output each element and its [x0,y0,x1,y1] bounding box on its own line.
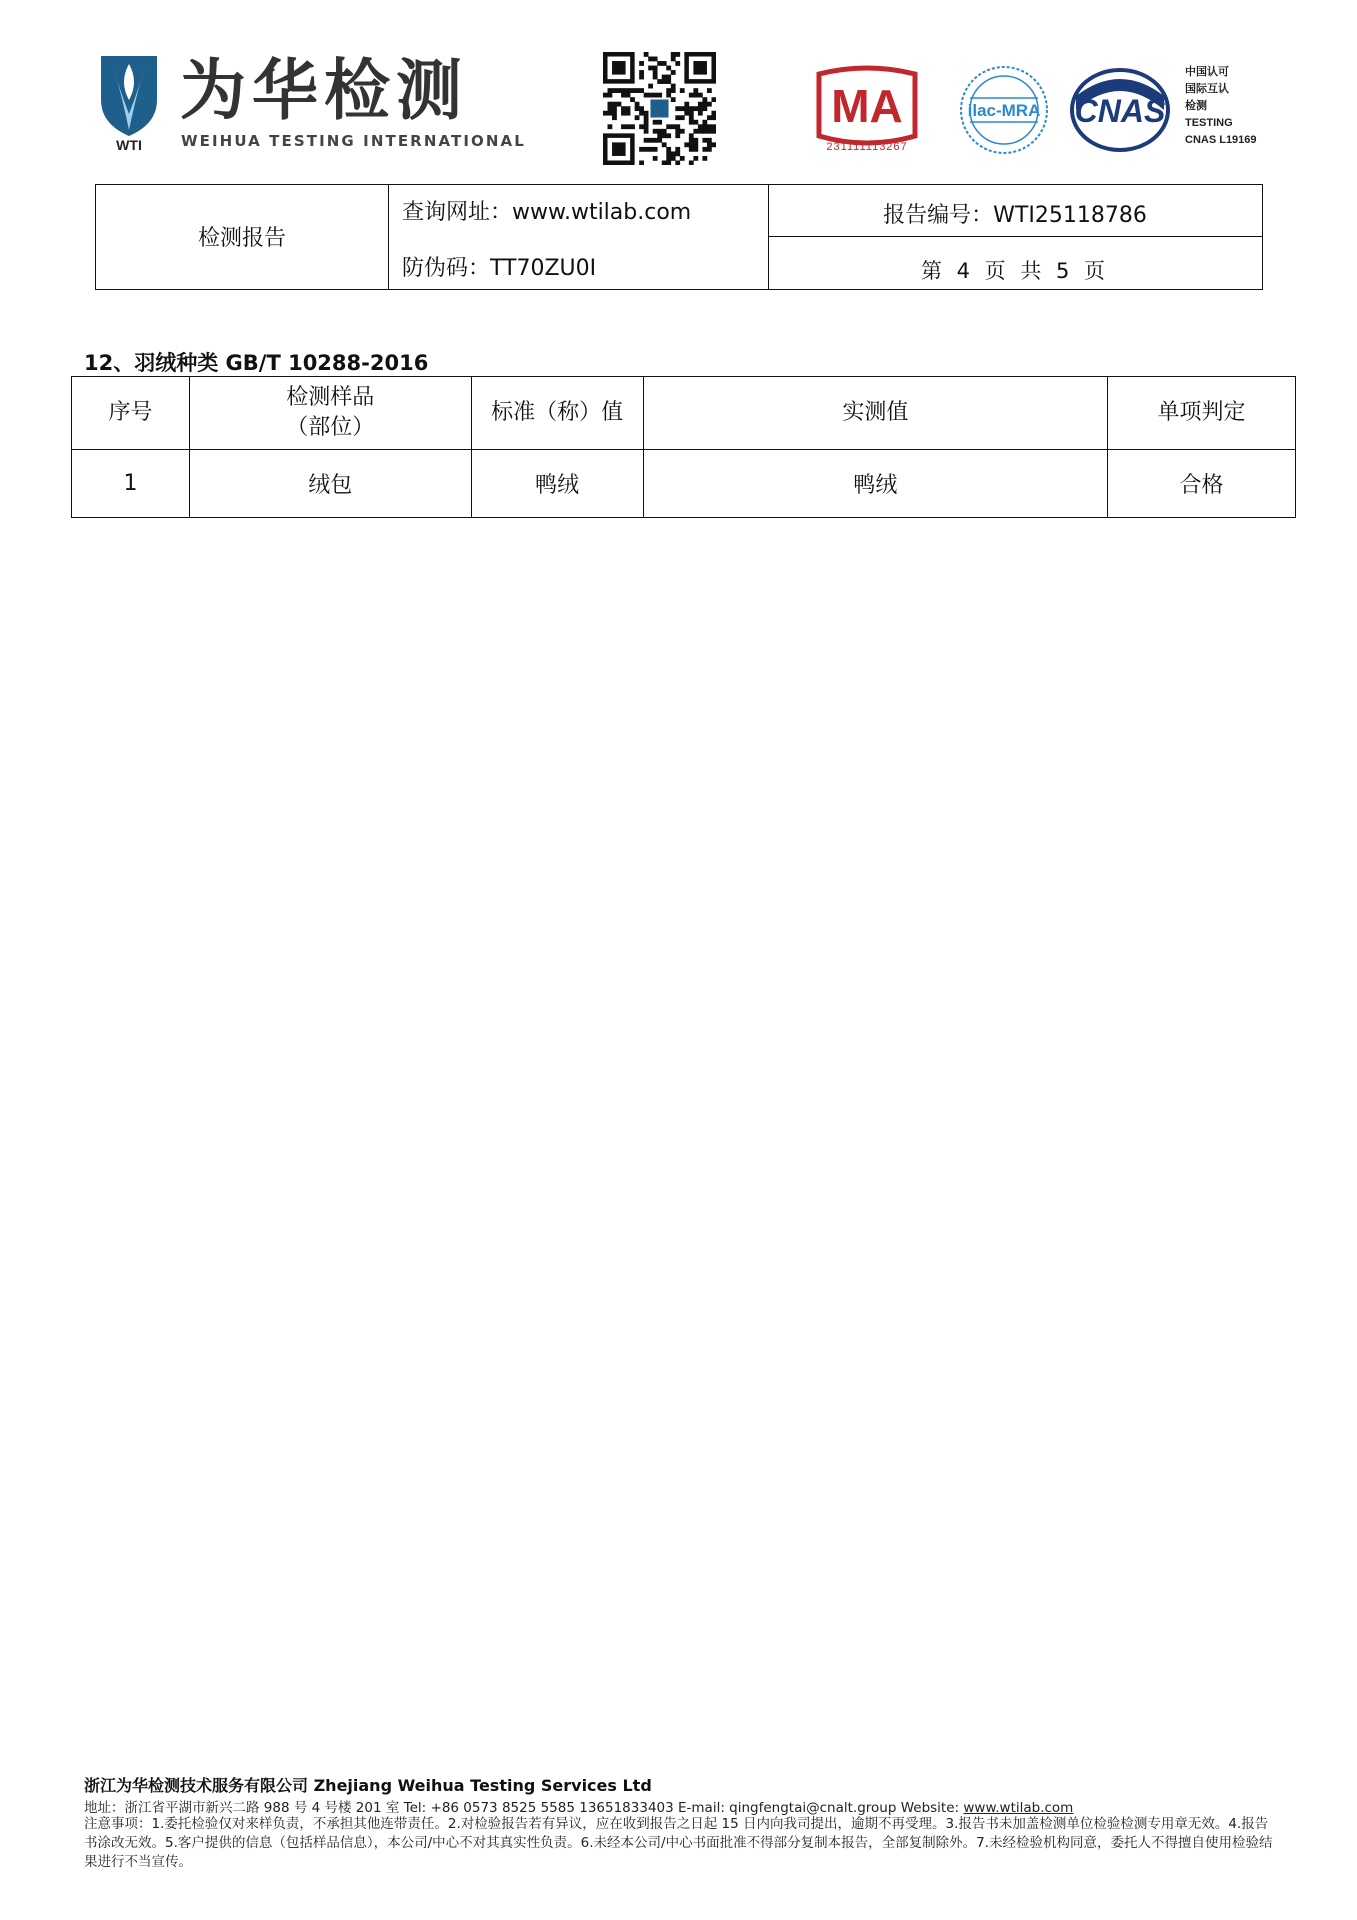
col-header-sample-line2: （部位） [286,415,375,440]
cell-sample: 绒包 [189,450,471,518]
footer-address [84,1796,1073,1816]
results-table [71,376,1296,518]
cnas-note-line: CNAS L19169 [1185,134,1257,146]
col-header-standard: 标准（称）值 [471,377,643,450]
wti-logo [95,52,163,152]
qr-code-icon [603,52,716,165]
footer-company: 浙江为华检测技术服务有限公司 Zhejiang Weihua Testing Services Ltd [84,1776,652,1795]
table-row [72,450,1296,518]
cnas-note-line: 检测 [1185,100,1207,112]
col-header-sample [189,377,471,450]
footer-address-text: 地址：浙江省平湖市新兴二路 988 号 4 号楼 201 室 Tel: +86 0573 8525 5585 13651833403 E-mail: qingfengtai@cnalt.group Website: [84,1800,964,1816]
cnas-note [1185,64,1257,149]
logo-abbr: WTI [116,137,142,152]
report-number: 报告编号：WTI25118786 [883,203,1147,228]
brand-name-cn: 为华检测 [180,52,468,129]
ilac-mark: ilac-MRA [967,101,1041,120]
col-header-verdict: 单项判定 [1108,377,1296,450]
col-header-measured: 实测值 [643,377,1108,450]
ma-mark: MA [831,80,903,132]
ilac-mra-logo-icon [958,62,1050,158]
brand-name-en: WEIHUA TESTING INTERNATIONAL [181,132,526,150]
footer-notes: 注意事项：1.委托检验仅对来样负责，不承担其他连带责任。2.对检验报告若有异议，应在收到报告之日起 15 日内向我司提出，逾期不再受理。3.报告书未加盖检测单位检验检测专用章无效。4.报告书涂改无效。5.客户提供的信息（包括样品信息），本公司/中心不对其真实性负责。6.未经本公司/中心书面批准不得部分复制本报告，全部复制除外。7.未经检验机构同意，委托人不得擅自使用检验结果进行不当宣传。 [84,1816,1273,1870]
cell-measured: 鸭绒 [643,450,1108,518]
report-header-box [95,184,1263,290]
cnas-logo-icon [1068,66,1172,154]
cell-standard: 鸭绒 [471,450,643,518]
page-info: 第 4 页 共 5 页 [920,259,1110,283]
col-header-sample-line1: 检测样品 [286,385,375,410]
anti-fake-code: 防伪码：TT70ZU0I [402,256,597,281]
cnas-note-line: 国际互认 [1185,83,1229,95]
cnas-note-line: TESTING [1185,117,1233,129]
cnas-mark: CNAS [1074,93,1166,129]
footer-website-link[interactable]: www.wtilab.com [963,1800,1074,1816]
query-url: 查询网址：www.wtilab.com [402,200,692,225]
cnas-note-line: 中国认可 [1185,66,1229,78]
section-title: 12、羽绒种类 GB/T 10288-2016 [84,351,429,375]
cell-no: 1 [72,450,190,518]
report-title: 检测报告 [197,226,286,251]
col-header-no: 序号 [72,377,190,450]
cma-number: 231111113267 [826,141,908,153]
cell-verdict: 合格 [1108,450,1296,518]
table-header-row [72,377,1296,450]
